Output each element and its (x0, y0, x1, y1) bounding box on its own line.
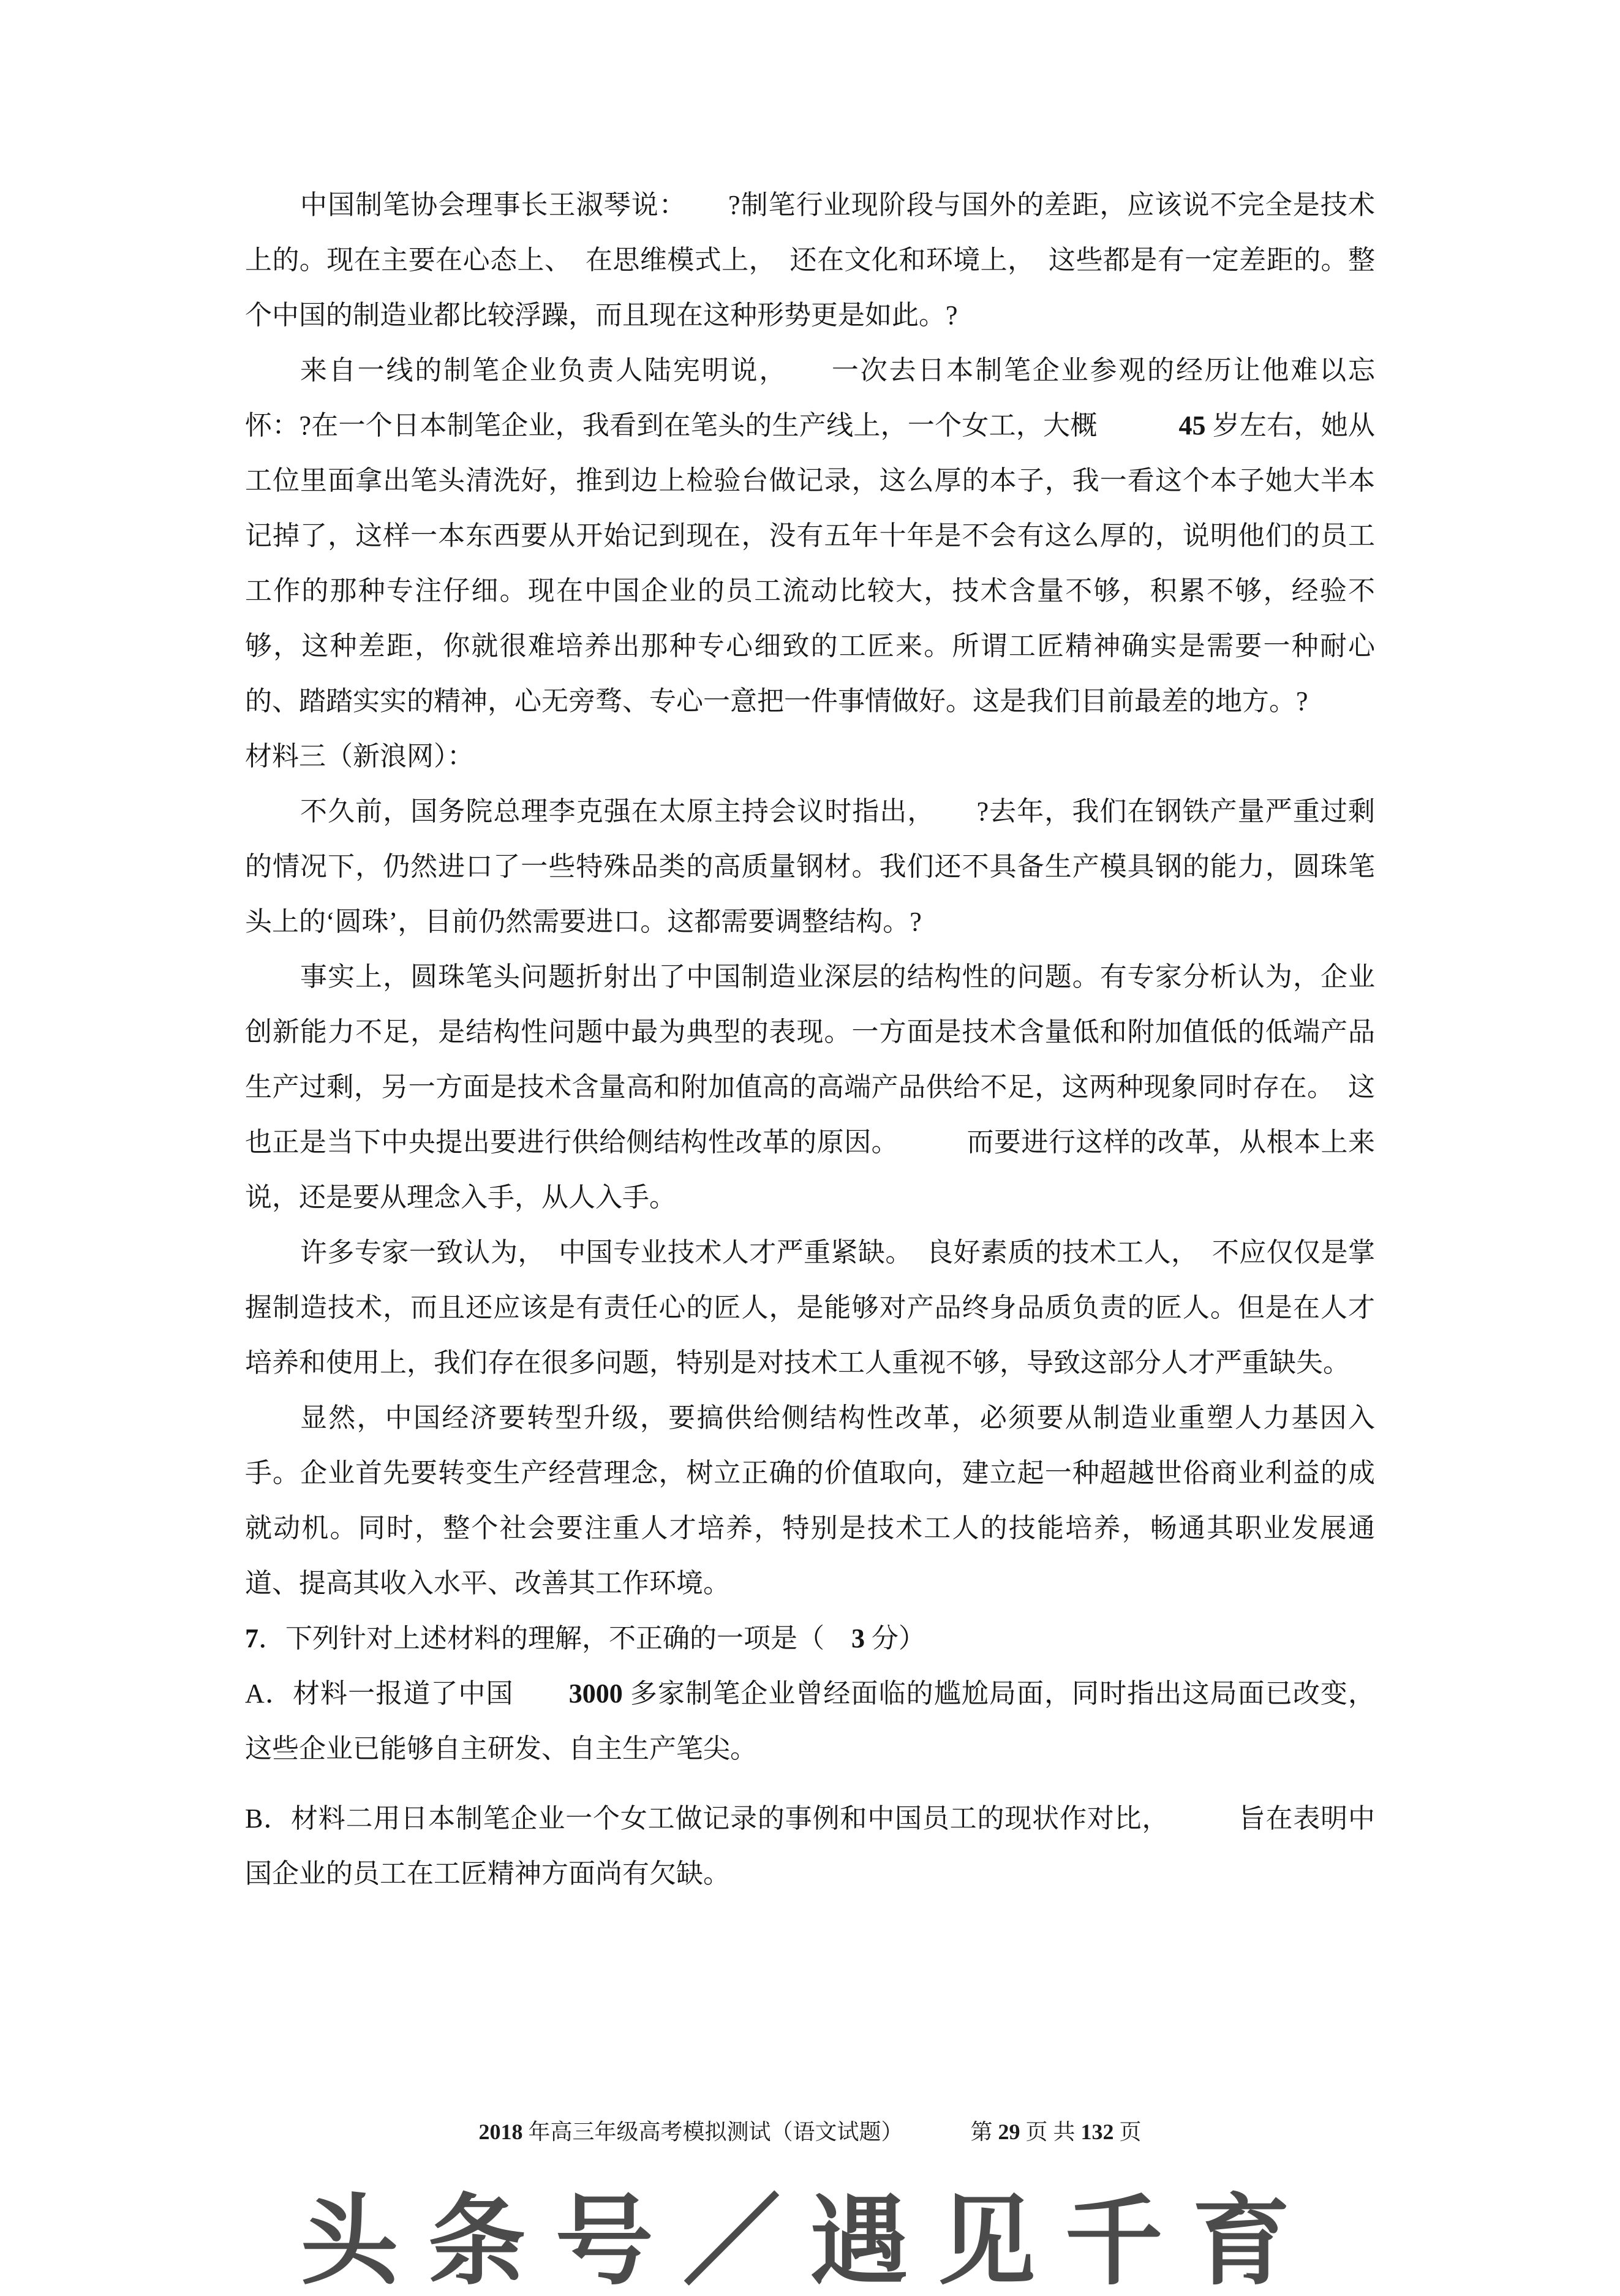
paragraph (245, 784, 1375, 950)
text-segment: 材料三（新浪网）： (245, 741, 474, 771)
text-segment: 不久前，国务院总理李克强在太原主持会议时指出， ?去年，我们在钢铁产量严重过剩的情况下，仍然进口了一些特殊品类的高质量钢材。我们还不具备生产模具钢的能力，圆珠笔头上的‘圆珠’，目前仍然需要进口。这都需要调整结构。? (245, 796, 1375, 937)
text-segment: 29 (998, 2120, 1020, 2144)
text-segment: 页 (1113, 2120, 1142, 2144)
text-segment: A．材料一报道了中国 (245, 1679, 569, 1709)
paragraph (245, 1225, 1375, 1391)
text-segment: 3 (851, 1623, 865, 1653)
footer-document-title (478, 2115, 903, 2146)
paragraph (245, 1791, 1375, 1901)
paragraph (245, 950, 1375, 1225)
text-segment: ．下列针对上述材料的理解，不正确的一项是（ (258, 1623, 851, 1653)
text-segment: 第 (970, 2120, 998, 2144)
watermark: 头条号／遇见千育 (300, 2186, 1320, 2296)
paragraph (245, 1611, 1375, 1666)
footer-page-indicator (970, 2115, 1141, 2146)
document-body (245, 178, 1375, 1901)
text-segment: B．材料二用日本制笔企业一个女工做记录的事例和中国员工的现状作对比， 旨在表明中国企业的员工在工匠精神方面尚有欠缺。 (245, 1803, 1375, 1889)
text-segment: 许多专家一致认为， 中国专业技术人才严重紧缺。 良好素质的技术工人， 不应仅仅是掌握制造技术，而且还应该是有责任心的匠人，是能够对产品终身品质负责的匠人。但是在人才培养和使用上，我们存在很多问题，特别是对技术工人重视不够，导致这部分人才严重缺失。 (245, 1237, 1375, 1378)
paragraph (245, 178, 1375, 343)
text-segment: 45 (1178, 410, 1206, 440)
text-segment: 来自一线的制笔企业负责人陆宪明说， 一次去日本制笔企业参观的经历让他难以忘怀：?在一个日本制笔企业，我看到在笔头的生产线上，一个女工，大概 (245, 355, 1375, 440)
paragraph (245, 729, 1375, 784)
text-segment: 页 共 (1020, 2120, 1081, 2144)
paragraph (245, 343, 1375, 729)
text-segment: 多家制笔企业曾经面临的尴尬局面，同时指出这局面已改变，这些企业已能够自主研发、自主生产笔尖。 (245, 1679, 1375, 1764)
text-segment: 2018 (478, 2120, 523, 2144)
text-segment: 岁左右，她从工位里面拿出笔头清洗好，推到边上检验台做记录，这么厚的本子，我一看这个本子她大半本记掉了，这样一本东西要从开始记到现在，没有五年十年是不会有这么厚的，说明他们的员工工作的那种专注仔细。现在中国企业的员工流动比较大，技术含量不够，积累不够，经验不够，这种差距，你就很难培养出那种专心细致的工匠来。所谓工匠精神确实是需要一种耐心的、踏踏实实的精神，心无旁骛、专心一意把一件事情做好。这是我们目前最差的地方。? (245, 410, 1376, 716)
text-segment: 分） (865, 1623, 925, 1653)
text-segment: 3000 (568, 1679, 623, 1709)
text-segment: 132 (1080, 2120, 1114, 2144)
paragraph (245, 1391, 1375, 1611)
text-segment: 显然，中国经济要转型升级，要搞供给侧结构性改革，必须要从制造业重塑人力基因入手。企业首先要转变生产经营理念，树立正确的价值取向，建立起一种超越世俗商业利益的成就动机。同时，整个社会要注重人才培养，特别是技术工人的技能培养，畅通其职业发展通道、提高其收入水平、改善其工作环境。 (245, 1403, 1375, 1598)
paragraph (245, 1666, 1375, 1777)
text-segment: 年高三年级高考模拟测试（语文试题） (522, 2120, 903, 2144)
text-segment: 中国制笔协会理事长王淑琴说： ?制笔行业现阶段与国外的差距，应该说不完全是技术上的。现在主要在心态上、 在思维模式上， 还在文化和环境上， 这些都是有一定差距的。整个中国的制造业都比较浮躁，而且现在这种形势更是如此。? (245, 190, 1375, 330)
text-segment: 事实上，圆珠笔头问题折射出了中国制造业深层的结构性的问题。有专家分析认为，企业创新能力不足，是结构性问题中最为典型的表现。一方面是技术含量低和附加值低的低端产品生产过剩，另一方面是技术含量高和附加值高的高端产品供给不足，这两种现象同时存在。 这也正是当下中央提出要进行供给侧结构性改革的原因。 而要进行这样的改革，从根本上来说，还是要从理念入手，从人入手。 (245, 962, 1375, 1212)
text-segment: 7 (245, 1623, 258, 1653)
page-footer (0, 2115, 1620, 2146)
